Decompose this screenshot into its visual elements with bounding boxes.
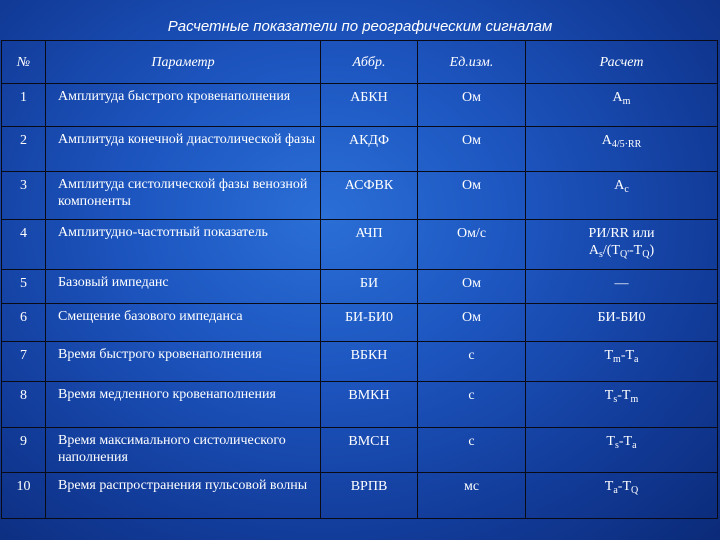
- header-param: Параметр: [46, 41, 321, 84]
- cell-num: 8: [2, 382, 46, 428]
- cell-calc: [526, 220, 718, 270]
- table-row: [2, 84, 718, 127]
- parameters-table: [1, 40, 718, 519]
- table-row: [2, 270, 718, 304]
- calc-main: A: [601, 133, 612, 148]
- cell-param: Амплитуда конечной диастолической фазы: [46, 127, 321, 172]
- table-row: [2, 342, 718, 382]
- cell-num: 9: [2, 428, 46, 473]
- cell-unit: с: [418, 428, 526, 473]
- calc-b-sub: a: [632, 440, 637, 451]
- table-row: [2, 127, 718, 172]
- cell-num: 3: [2, 172, 46, 220]
- cell-abbr: АБКН: [321, 84, 418, 127]
- calc-a-sub: a: [613, 485, 618, 496]
- cell-calc: [526, 428, 718, 473]
- cell-abbr: АКДФ: [321, 127, 418, 172]
- calc-b-sub: Q: [631, 485, 639, 496]
- calc-a-sub: s: [613, 394, 618, 405]
- calc-line1: PИ/RR или: [588, 226, 655, 241]
- cell-calc: [526, 270, 718, 304]
- cell-num: 5: [2, 270, 46, 304]
- cell-unit: с: [418, 382, 526, 428]
- calc-b: -T: [618, 434, 633, 449]
- cell-abbr: ВМКН: [321, 382, 418, 428]
- cell-param: Амплитуда быстрого кровенаполнения: [46, 84, 321, 127]
- calc-a-sub: m: [613, 354, 621, 365]
- calc-a: T: [604, 348, 614, 363]
- cell-num: 1: [2, 84, 46, 127]
- cell-param: Время максимального систолического наполнения: [46, 428, 321, 473]
- table-row: [2, 382, 718, 428]
- table-header-row: [2, 41, 718, 84]
- cell-num: 4: [2, 220, 46, 270]
- cell-abbr: АЧП: [321, 220, 418, 270]
- cell-param: Амплитуда систолической фазы венозной компоненты: [46, 172, 321, 220]
- calc-main: A: [612, 90, 623, 105]
- calc-b: -T: [620, 348, 635, 363]
- calc-line2: [526, 242, 717, 263]
- calc-a: T: [604, 479, 614, 494]
- cell-param: Время медленного кровенаполнения: [46, 382, 321, 428]
- cell-calc: [526, 473, 718, 519]
- table-row: [2, 473, 718, 519]
- cell-param: Время распространения пульсовой волны: [46, 473, 321, 519]
- table-row: [2, 172, 718, 220]
- cell-unit: мс: [418, 473, 526, 519]
- table-row: [2, 304, 718, 342]
- calc-sub: 4/5·RR: [611, 139, 642, 150]
- calc-a-sub: s: [614, 440, 619, 451]
- cell-abbr: БИ: [321, 270, 418, 304]
- calc-a: A: [588, 243, 599, 258]
- cell-calc: БИ-БИ0: [526, 304, 718, 342]
- cell-num: 2: [2, 127, 46, 172]
- calc-t2: -T: [629, 243, 643, 258]
- slide-title: Расчетные показатели по реографическим сигналам: [167, 18, 553, 35]
- cell-unit: Ом/с: [418, 220, 526, 270]
- cell-calc: [526, 342, 718, 382]
- calc-sub: m: [622, 96, 631, 107]
- calc-sub: c: [624, 184, 629, 195]
- cell-unit: Ом: [418, 127, 526, 172]
- calc-t1-sub: Q': [619, 249, 630, 260]
- cell-unit: Ом: [418, 304, 526, 342]
- calc-main: A: [614, 178, 625, 193]
- cell-calc: [526, 127, 718, 172]
- cell-abbr: БИ-БИ0: [321, 304, 418, 342]
- header-abbr: Аббр.: [321, 41, 418, 84]
- cell-calc: [526, 172, 718, 220]
- calc-a-sub: s: [598, 249, 603, 260]
- cell-abbr: АСФВК: [321, 172, 418, 220]
- cell-param: Амплитудно-частотный показатель: [46, 220, 321, 270]
- cell-num: 7: [2, 342, 46, 382]
- calc-t1: /(T: [602, 243, 620, 258]
- calc-b-sub: a: [634, 354, 639, 365]
- header-num: №: [2, 41, 46, 84]
- header-unit: Ед.изм.: [418, 41, 526, 84]
- cell-param: Смещение базового импеданса: [46, 304, 321, 342]
- cell-num: 6: [2, 304, 46, 342]
- cell-unit: Ом: [418, 270, 526, 304]
- cell-param: Базовый импеданс: [46, 270, 321, 304]
- cell-abbr: ВРПВ: [321, 473, 418, 519]
- calc-b: -T: [617, 479, 631, 494]
- cell-num: 10: [2, 473, 46, 519]
- cell-unit: с: [418, 342, 526, 382]
- calc-b: -T: [617, 388, 631, 403]
- header-calc: Расчет: [526, 41, 718, 84]
- cell-abbr: ВМСН: [321, 428, 418, 473]
- table-row: [2, 428, 718, 473]
- calc-end: ): [649, 243, 655, 258]
- calc-a: T: [604, 388, 614, 403]
- calc-t2-sub: Q: [642, 249, 650, 260]
- calc-dash: —: [614, 276, 629, 291]
- cell-unit: Ом: [418, 172, 526, 220]
- cell-calc: [526, 84, 718, 127]
- cell-param: Время быстрого кровенаполнения: [46, 342, 321, 382]
- cell-abbr: ВБКН: [321, 342, 418, 382]
- cell-calc: [526, 382, 718, 428]
- calc-b-sub: m: [630, 394, 639, 405]
- calc-a: T: [606, 434, 615, 449]
- table-row: [2, 220, 718, 270]
- cell-unit: Ом: [418, 84, 526, 127]
